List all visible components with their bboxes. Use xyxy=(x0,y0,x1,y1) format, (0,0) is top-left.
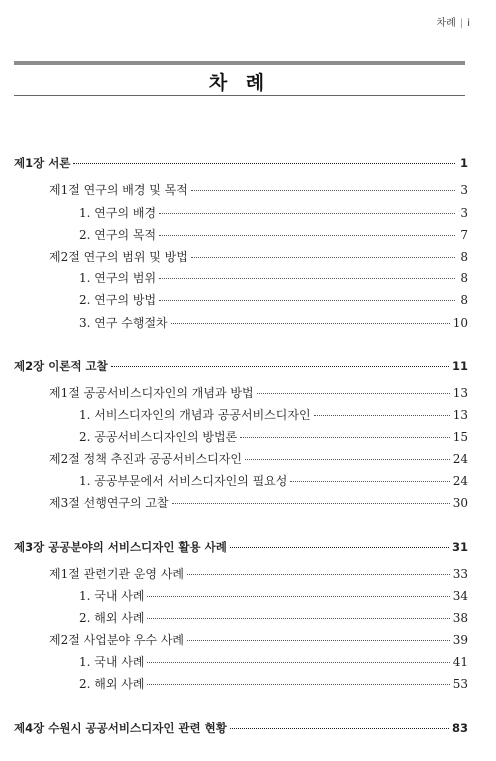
toc-leader xyxy=(159,300,455,301)
toc-section[interactable] xyxy=(49,384,468,401)
toc-page: 8 xyxy=(460,271,468,285)
toc-label: 1. 국내 사례 xyxy=(79,589,145,603)
toc-leader xyxy=(147,662,449,663)
toc-leader xyxy=(245,459,450,460)
toc-leader xyxy=(147,618,449,619)
toc-section[interactable] xyxy=(49,181,468,198)
toc-page: 1 xyxy=(459,156,468,170)
toc-label: 1. 국내 사례 xyxy=(79,655,145,669)
toc-item[interactable] xyxy=(79,204,468,221)
toc-item[interactable] xyxy=(79,472,468,489)
toc-leader xyxy=(230,547,449,548)
toc-leader xyxy=(147,596,449,597)
toc-page: 15 xyxy=(452,430,468,444)
toc-leader xyxy=(187,640,450,641)
toc-item[interactable] xyxy=(79,291,468,308)
toc-label: 제3절 선행연구의 고찰 xyxy=(49,496,169,510)
running-header-separator: | xyxy=(459,18,464,29)
toc-leader xyxy=(230,728,449,729)
toc-leader xyxy=(187,574,450,575)
toc-label: 제3장 공공분야의 서비스디자인 활용 사례 xyxy=(14,540,227,554)
toc-label: 2. 연구의 방법 xyxy=(79,293,157,307)
toc-chapter-3[interactable] xyxy=(14,539,468,555)
toc-label: 제1절 연구의 배경 및 목적 xyxy=(49,183,188,197)
toc-page: 8 xyxy=(460,250,468,264)
toc-page: 3 xyxy=(460,206,468,220)
toc-section[interactable] xyxy=(49,565,468,582)
toc-item[interactable] xyxy=(79,314,468,331)
toc-section[interactable] xyxy=(49,494,468,511)
toc-item[interactable] xyxy=(79,269,468,286)
page-title: 차 례 xyxy=(208,72,271,94)
toc-leader xyxy=(172,503,450,504)
toc-leader xyxy=(111,366,449,367)
toc-page: 24 xyxy=(452,452,468,466)
toc-label: 1. 연구의 범위 xyxy=(79,271,157,285)
toc-leader xyxy=(159,278,455,279)
running-header xyxy=(437,14,470,29)
toc-label: 1. 연구의 배경 xyxy=(79,206,157,220)
toc-label: 2. 해외 사례 xyxy=(79,611,145,625)
toc-page: 38 xyxy=(452,611,468,625)
toc-label: 2. 해외 사례 xyxy=(79,677,145,691)
toc-label: 제2절 사업분야 우수 사례 xyxy=(49,633,184,647)
toc-label: 제1절 공공서비스디자인의 개념과 방법 xyxy=(49,386,254,400)
toc-section[interactable] xyxy=(49,631,468,648)
toc-chapter-4[interactable] xyxy=(14,720,468,736)
toc-page: 13 xyxy=(452,408,468,422)
toc-leader xyxy=(191,190,455,191)
toc-page: 3 xyxy=(460,183,468,197)
toc-leader xyxy=(159,235,455,236)
toc-item[interactable] xyxy=(79,428,468,445)
toc-item[interactable] xyxy=(79,587,468,604)
title-bottom-rule xyxy=(14,95,465,96)
toc-chapter-2[interactable] xyxy=(14,358,468,374)
toc-label: 1. 서비스디자인의 개념과 공공서비스디자인 xyxy=(79,408,311,422)
toc-page: 41 xyxy=(452,655,468,669)
toc-page: 31 xyxy=(451,540,468,554)
toc-chapter-1[interactable] xyxy=(14,155,468,171)
toc-section[interactable] xyxy=(49,450,468,467)
toc-page: 10 xyxy=(452,316,468,330)
toc-page: 24 xyxy=(452,474,468,488)
toc-page: 33 xyxy=(452,567,468,581)
toc-page: 30 xyxy=(452,496,468,510)
toc-page: 8 xyxy=(460,293,468,307)
toc-leader xyxy=(73,163,455,164)
toc-label: 제2절 정책 추진과 공공서비스디자인 xyxy=(49,452,242,466)
toc-leader xyxy=(147,684,449,685)
toc-label: 제2절 연구의 범위 및 방법 xyxy=(49,250,188,264)
toc-leader xyxy=(159,213,455,214)
toc-page: 39 xyxy=(452,633,468,647)
toc-label: 3. 연구 수행절차 xyxy=(79,316,168,330)
toc-label: 제2장 이론적 고찰 xyxy=(14,359,108,373)
toc-leader xyxy=(171,323,450,324)
toc-item[interactable] xyxy=(79,226,468,243)
title-top-rule xyxy=(14,61,465,65)
toc-label: 제4장 수원시 공공서비스디자인 관련 현황 xyxy=(14,721,227,735)
running-header-section: 차례 xyxy=(436,18,456,29)
toc-item[interactable] xyxy=(79,675,468,692)
toc-page: 11 xyxy=(451,359,468,373)
toc-leader xyxy=(257,393,450,394)
toc-leader xyxy=(191,257,455,258)
toc-label: 제1장 서론 xyxy=(14,156,71,170)
toc-leader xyxy=(290,481,449,482)
toc-item[interactable] xyxy=(79,609,468,626)
running-header-page: i xyxy=(467,18,470,29)
toc-page: 7 xyxy=(460,228,468,242)
toc-page: 13 xyxy=(452,386,468,400)
toc-page: 83 xyxy=(451,721,468,735)
toc-label: 1. 공공부문에서 서비스디자인의 필요성 xyxy=(79,474,288,488)
toc-label: 제1절 관련기관 운영 사례 xyxy=(49,567,184,581)
toc-leader xyxy=(240,437,450,438)
toc-label: 2. 연구의 목적 xyxy=(79,228,157,242)
toc-label: 2. 공공서비스디자인의 방법론 xyxy=(79,430,238,444)
toc-item[interactable] xyxy=(79,653,468,670)
toc-item[interactable] xyxy=(79,406,468,423)
toc-leader xyxy=(314,415,450,416)
toc-page: 53 xyxy=(452,677,468,691)
toc-page: 34 xyxy=(452,589,468,603)
toc-section[interactable] xyxy=(49,248,468,265)
